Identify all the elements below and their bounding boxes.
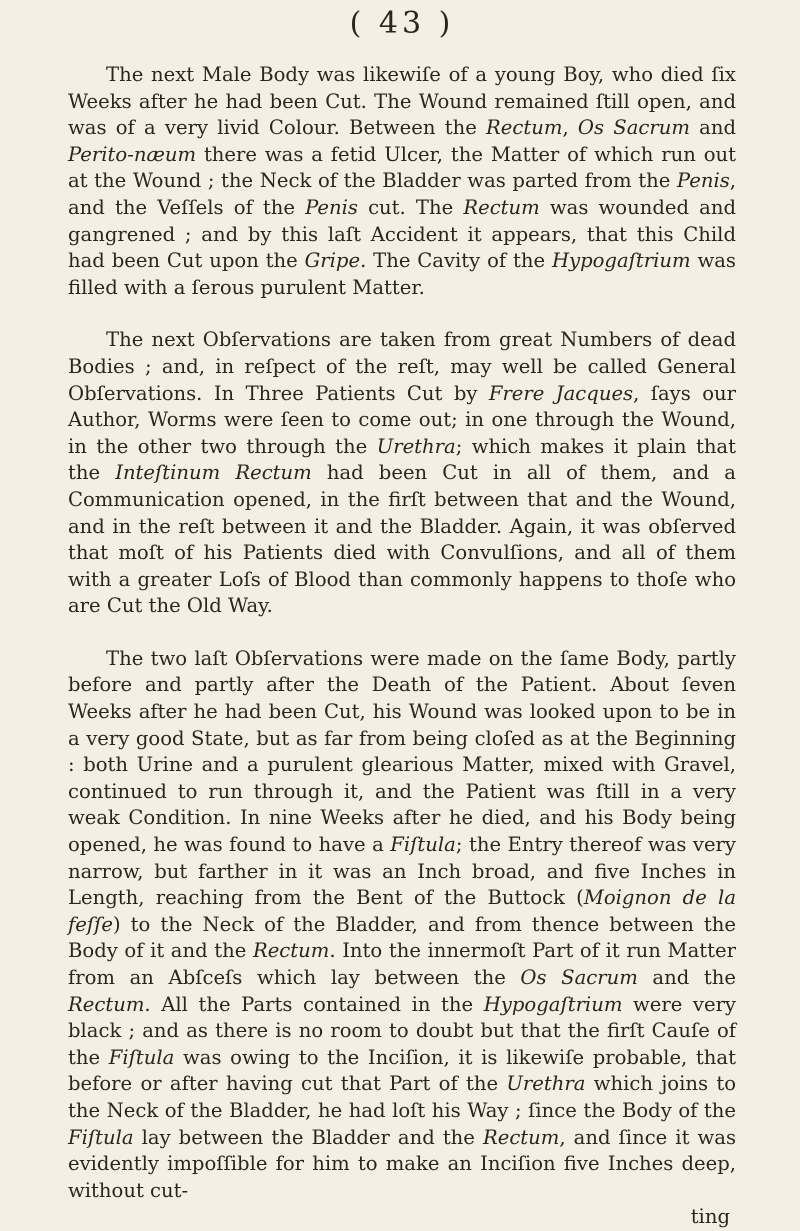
paragraph-2: The next Obſervations are taken from great Numbers of dead Bodies ; and, in reſpect of the reſt, may well be called General Obſervations. In Three Patients Cut by Frere Jacques, ſays our Author, Worms were ſeen to come out; in one through the Wound, in the other two through the Urethra; which makes it plain that the Inteſtinum Rectum had been Cut in all of them, and a Communication opened, in the firſt between that and the Wound, and in the reſt between it and the Bladder. Again, it was obſerved that moſt of his Patients died with Convulſions, and all of them with a greater Loſs of Blood than commonly happens to thoſe who are Cut the Old Way. <box>68 328 736 618</box>
paragraph-3: The two laſt Obſervations were made on the ſame Body, partly before and partly after the Death of the Patient. About ſeven Weeks after he had been Cut, his Wound was looked upon to be in a very good State, but as far from being cloſed as at the Beginning : both Urine and a purulent glearious Matter, mixed with Gravel, continued to run through it, and the Patient was ſtill in a very weak Condition. In nine Weeks after he died, and his Body being opened, he was found to have a Fiſtula; the Entry thereof was very narrow, but farther in it was an Inch broad, and five Inches in Length, reaching from the Bent of the Buttock (Moignon de la feſſe) to the Neck of the Bladder, and from thence between the Body of it and the Rectum. Into the innermoſt Part of it run Matter from an Abſceſs which lay between the Os Sacrum and the Rectum. All the Parts contained in the Hypogaſtrium were very black ; and as there is no room to doubt but that the firſt Cauſe of the Fiſtula was owing to the Inciſion, it is likewiſe probable, that before or after having cut that Part of the Urethra which joins to the Neck of the Bladder, he had loſt his Way ; ſince the Body of the Fiſtula lay between the Bladder and the Rectum, and ſince it was evidently impoſſible for him to make an Inciſion five Inches deep, without cut- <box>68 646 737 1202</box>
page-number: ( 43 ) <box>349 6 455 41</box>
page-body <box>68 62 736 1204</box>
catchword: ting <box>690 1205 730 1229</box>
paragraph-1: The next Male Body was likewiſe of a young Boy, who died ſix Weeks after he had been Cut. The Wound remained ſtill open, and was of a very livid Colour. Between the Rectum, Os Sacrum and Perito-næum there was a fetid Ulcer, the Matter of which run out at the Wound ; the Neck of the Bladder was parted from the Penis, and the Veſſels of the Penis cut. The Rectum was wounded and gangrened ; and by this laſt Accident it appears, that this Child had been Cut upon the Gripe. The Cavity of the Hypogaſtrium was filled with a ſerous purulent Matter. <box>68 63 736 299</box>
